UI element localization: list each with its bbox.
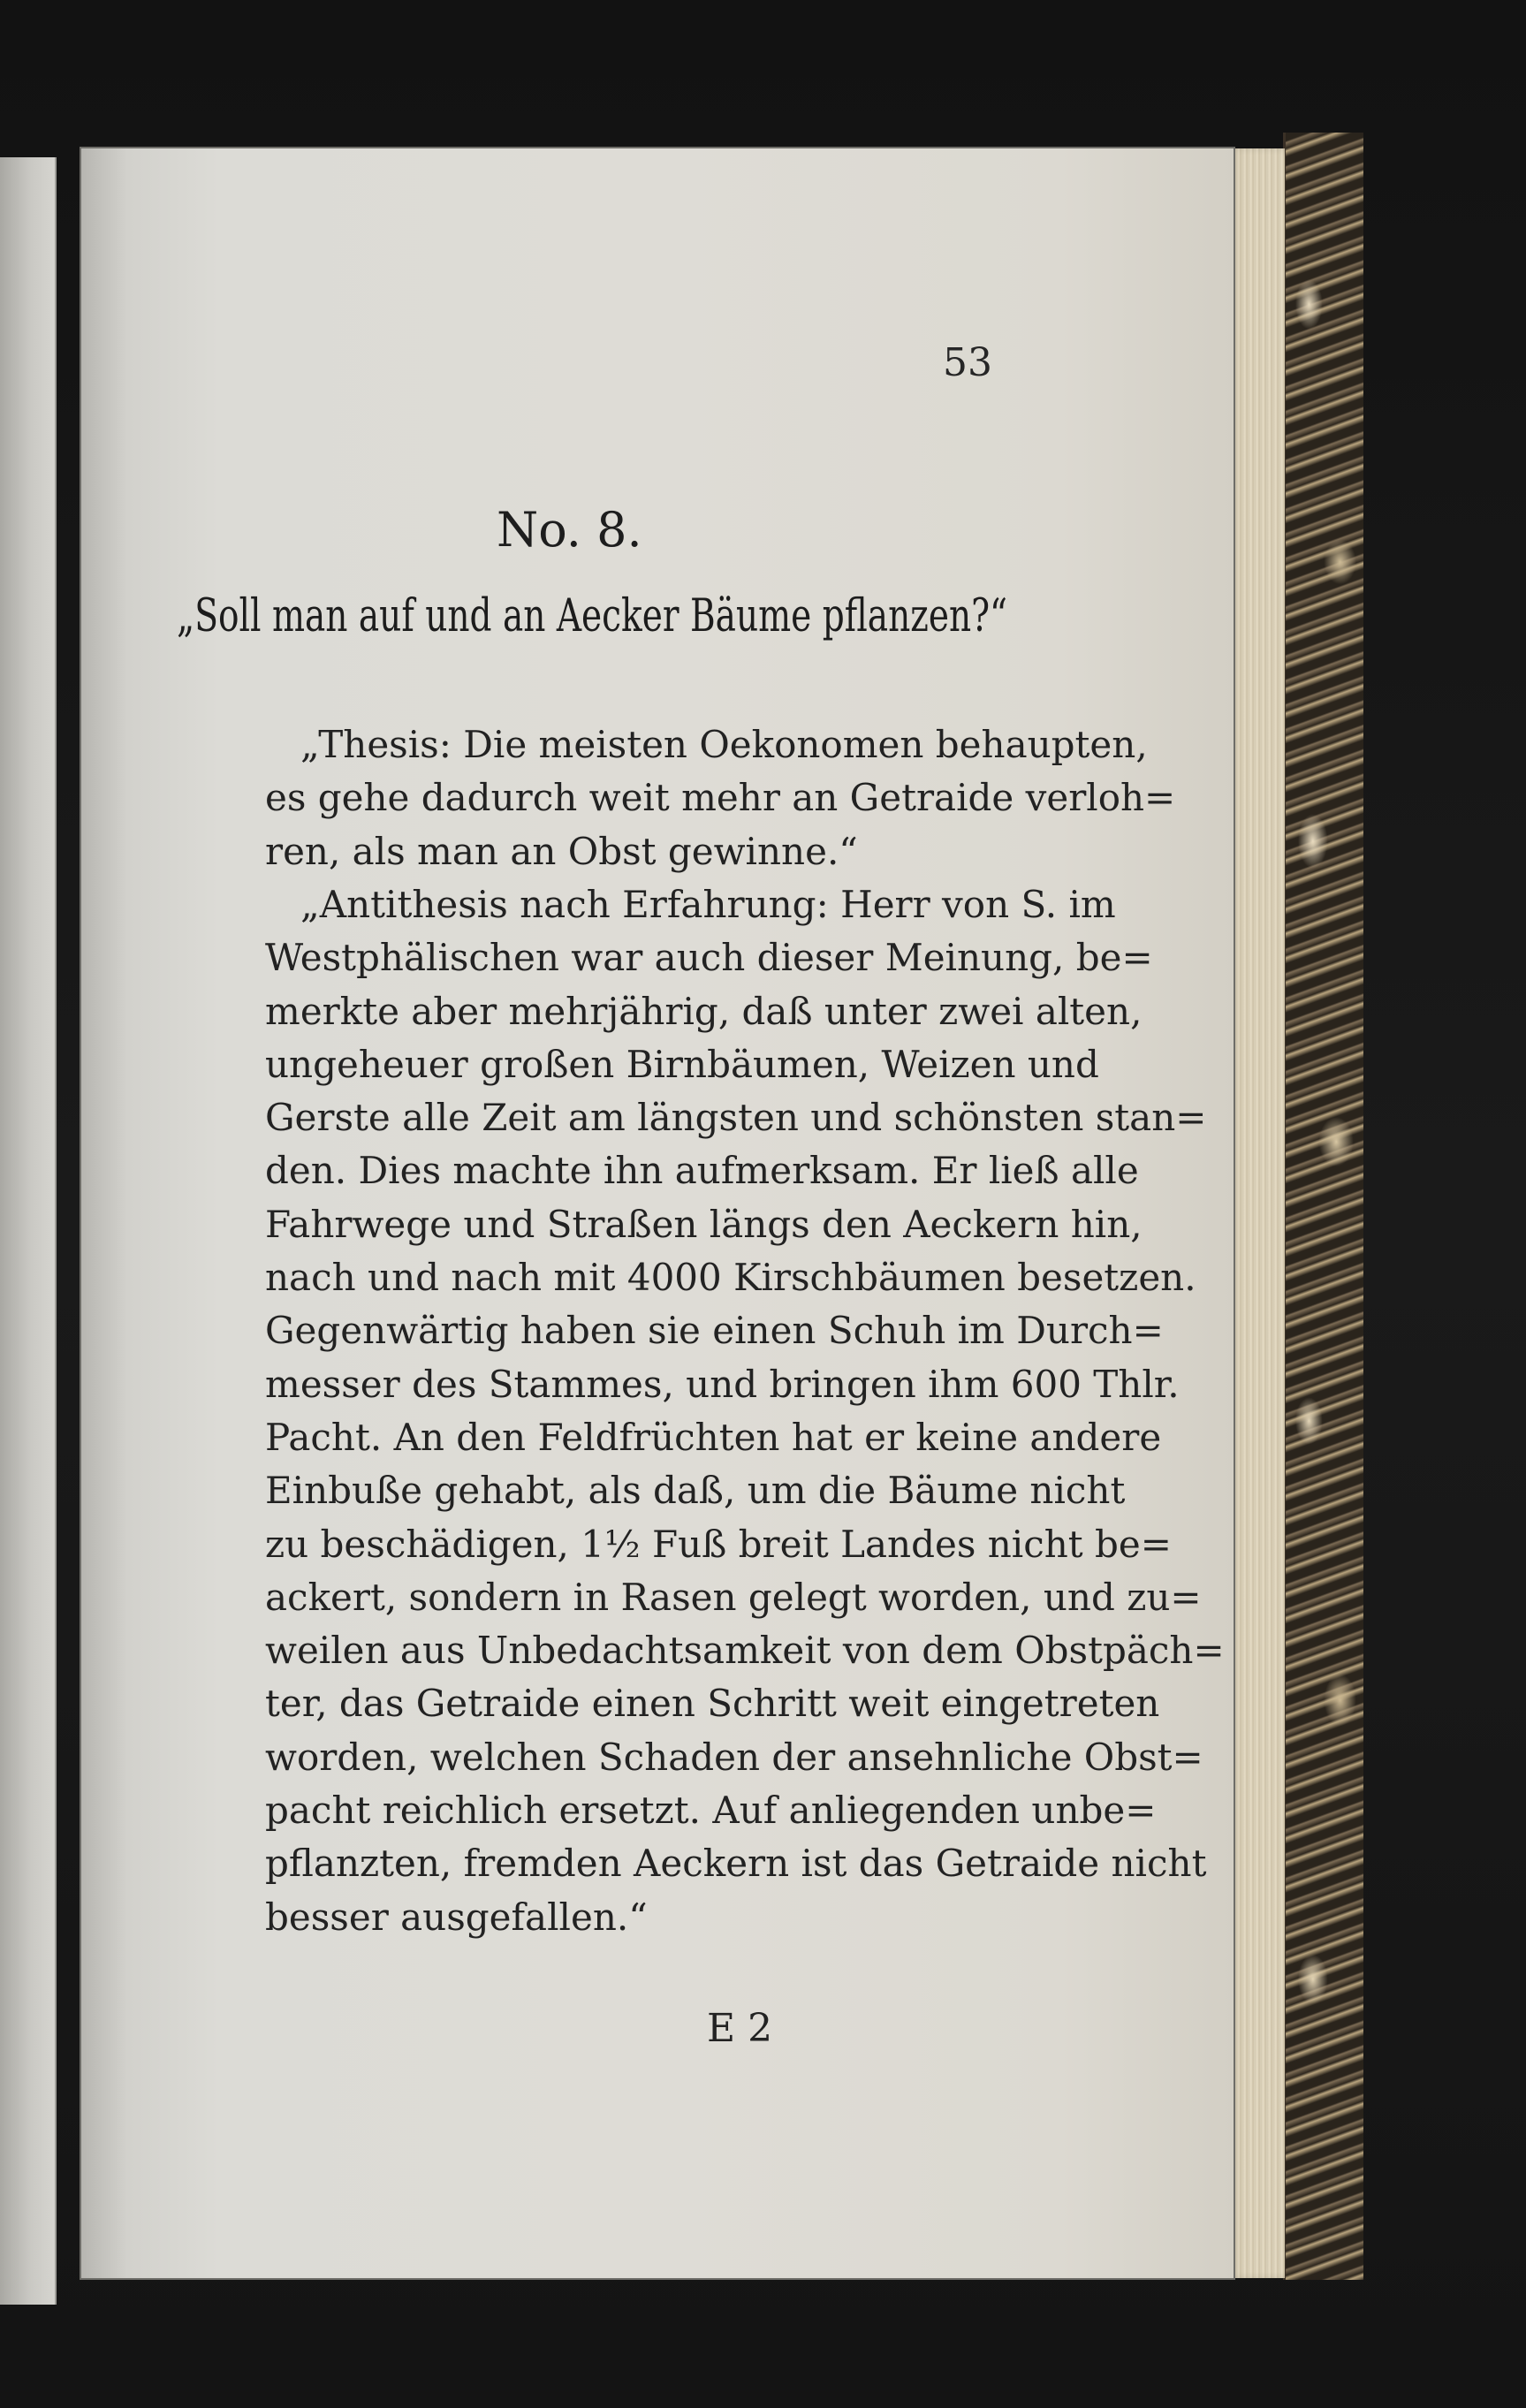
body-line: zu beschädigen, 1½ Fuß breit Landes nicht be= bbox=[265, 1523, 1172, 1566]
body-line: nach und nach mit 4000 Kirschbäumen besetzen. bbox=[265, 1256, 1196, 1299]
body-line: ungeheuer großen Birnbäumen, Weizen und bbox=[265, 1043, 1099, 1086]
section-title: No. 8. bbox=[497, 502, 642, 558]
body-line: Pacht. An den Feldfrüchten hat er keine andere bbox=[265, 1416, 1162, 1459]
verso-page-edge bbox=[0, 157, 57, 2305]
signature-mark: E 2 bbox=[707, 2006, 773, 2051]
body-line: Gerste alle Zeit am längsten und schönsten stan= bbox=[265, 1096, 1207, 1139]
body-line: Gegenwärtig haben sie einen Schuh im Durch= bbox=[265, 1309, 1164, 1352]
body-line: pacht reichlich ersetzt. Auf anliegenden unbe= bbox=[265, 1789, 1157, 1832]
body-line: besser ausgefallen.“ bbox=[265, 1895, 648, 1939]
body-line: „Antithesis nach Erfahrung: Herr von S. im bbox=[300, 883, 1116, 926]
body-line: weilen aus Unbedachtsamkeit von dem Obstpäch= bbox=[265, 1629, 1225, 1672]
body-line: den. Dies machte ihn aufmerksam. Er ließ alle bbox=[265, 1149, 1139, 1192]
body-line: messer des Stammes, und bringen ihm 600 Thlr. bbox=[265, 1363, 1180, 1406]
body-line: Westphälischen war auch dieser Meinung, be= bbox=[265, 936, 1153, 979]
body-line: ackert, sondern in Rasen gelegt worden, und zu= bbox=[265, 1576, 1202, 1619]
marbled-cover bbox=[1283, 133, 1363, 2280]
body-line: Einbuße gehabt, als daß, um die Bäume nicht bbox=[265, 1469, 1126, 1512]
body-line: es gehe dadurch weit mehr an Getraide verloh= bbox=[265, 776, 1176, 819]
page-number: 53 bbox=[943, 340, 992, 385]
body-line: worden, welchen Schaden der ansehnliche Obst= bbox=[265, 1736, 1203, 1779]
body-line: merkte aber mehrjährig, daß unter zwei alten, bbox=[265, 990, 1143, 1033]
page-block-edge bbox=[1230, 148, 1285, 2278]
question-heading: „Soll man auf und an Aecker Bäume pflanzen?“ bbox=[177, 590, 1008, 642]
body-line: Fahrwege und Straßen längs den Aeckern hin, bbox=[265, 1203, 1143, 1246]
body-line: pflanzten, fremden Aeckern ist das Getraide nicht bbox=[265, 1842, 1207, 1885]
body-line: ter, das Getraide einen Schritt weit eingetreten bbox=[265, 1682, 1160, 1725]
body-line: ren, als man an Obst gewinne.“ bbox=[265, 830, 858, 873]
body-line: „Thesis: Die meisten Oekonomen behaupten, bbox=[300, 723, 1148, 766]
